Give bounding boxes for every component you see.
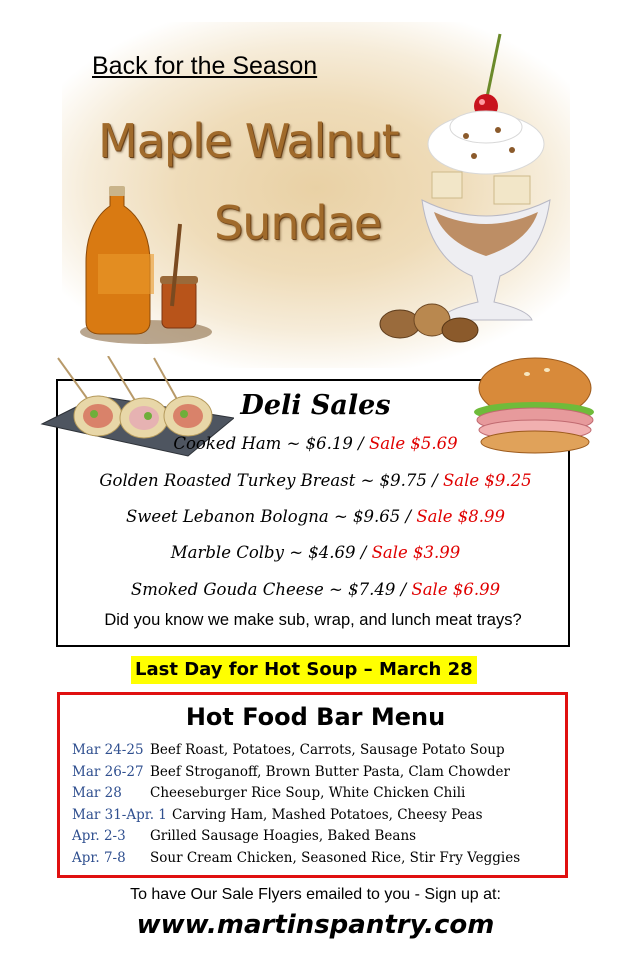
deli-item-price: ~ $7.49: [329, 580, 396, 599]
deli-item-name: Sweet Lebanon Bologna: [126, 507, 329, 526]
deli-item-sale-price: Sale $6.99: [411, 580, 501, 599]
promo-title-line2: Sundae: [214, 196, 382, 250]
deli-item: [0, 507, 631, 526]
maple-syrup-image: [76, 184, 216, 344]
hot-food-title: Hot Food Bar Menu: [185, 703, 446, 731]
hot-food-menu: Beef Stroganoff, Brown Butter Pasta, Clam Chowder: [150, 764, 510, 780]
deli-item-price: ~ $9.65: [333, 507, 401, 526]
promo-title-line1: Maple Walnut: [98, 114, 399, 168]
hot-food-date: Mar 24-25: [72, 742, 144, 758]
website-link[interactable]: www.martinspantry.com: [136, 910, 495, 940]
walnuts-image: [370, 290, 490, 350]
hot-food-date: Mar 26-27: [72, 764, 144, 780]
deli-item-sale-price: Sale $5.69: [368, 434, 458, 453]
deli-item: [0, 543, 631, 562]
hot-food-menu: Sour Cream Chicken, Seasoned Rice, Stir Fry Veggies: [150, 850, 521, 866]
hot-food-date: Apr. 2-3: [72, 828, 126, 844]
hot-food-menu: Cheeseburger Rice Soup, White Chicken Chili: [150, 785, 466, 801]
hot-food-menu: Carving Ham, Mashed Potatoes, Cheesy Peas: [172, 807, 483, 823]
deli-separator: /: [360, 543, 367, 562]
deli-item-price: ~ $6.19: [286, 434, 353, 453]
deli-item: [0, 471, 631, 490]
hot-food-menu: Beef Roast, Potatoes, Carrots, Sausage Potato Soup: [150, 742, 505, 758]
deli-item-name: Marble Colby: [170, 543, 284, 562]
season-label: Back for the Season: [92, 52, 318, 80]
deli-separator: /: [358, 434, 364, 453]
deli-item-sale-price: Sale $9.25: [442, 471, 532, 490]
hot-food-date: Mar 28: [72, 785, 122, 801]
deli-item: [0, 434, 631, 453]
deli-separator: /: [405, 507, 412, 526]
deli-item-name: Cooked Ham: [173, 434, 282, 453]
deli-separator: /: [400, 580, 407, 599]
deli-item-sale-price: Sale $3.99: [371, 543, 461, 562]
deli-item-price: ~ $4.69: [289, 543, 356, 562]
deli-item-name: Golden Roasted Turkey Breast: [99, 471, 356, 490]
deli-item-price: ~ $9.75: [360, 471, 427, 490]
deli-item: [0, 580, 631, 599]
signup-prompt: To have Our Sale Flyers emailed to you - Sign up at:: [130, 886, 501, 903]
deli-trays-note: Did you know we make sub, wrap, and lunch meat trays?: [104, 611, 522, 629]
deli-title: Deli Sales: [240, 390, 391, 421]
deli-separator: /: [432, 471, 438, 490]
hot-food-date: Mar 31-Apr. 1: [72, 807, 167, 823]
deli-item-name: Smoked Gouda Cheese: [130, 580, 324, 599]
hot-food-menu: Grilled Sausage Hoagies, Baked Beans: [150, 828, 417, 844]
hot-food-date: Apr. 7-8: [72, 850, 126, 866]
deli-item-sale-price: Sale $8.99: [416, 507, 505, 526]
soup-notice: Last Day for Hot Soup – March 28: [131, 656, 477, 684]
